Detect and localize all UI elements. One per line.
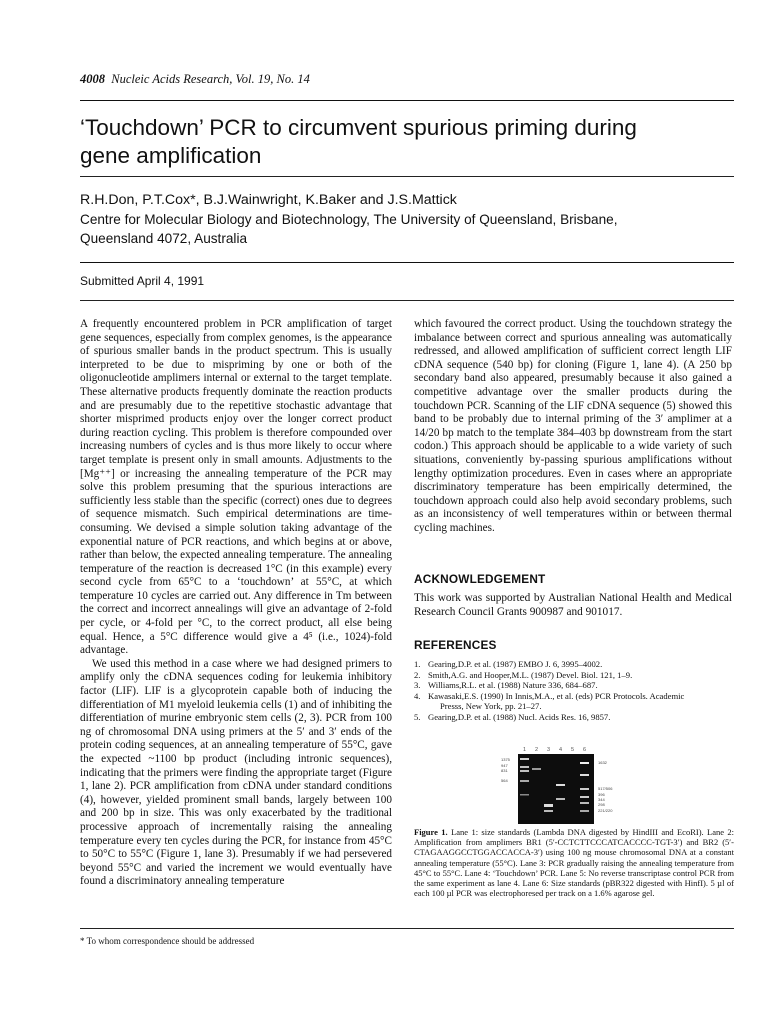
reference-item: 4. Kawasaki,E.S. (1990) In Innis,M.A., et al. (eds) PCR Protocols. Academic Presss, New York, pp. 21–27.: [414, 690, 685, 712]
band: [532, 768, 541, 770]
band: [520, 794, 529, 796]
figure-caption: [414, 827, 734, 898]
article-title: [80, 114, 740, 170]
running-header: [80, 72, 310, 87]
reference-item: 2. Smith,A.G. and Hooper,M.L. (1987) Devel. Biol. 121, 1–9.: [414, 669, 633, 680]
size-marker: 517/506: [598, 786, 613, 791]
reference-item: 5. Gearing,D.P. et al. (1988) Nucl. Acids Res. 16, 9857.: [414, 711, 611, 722]
caption-text: Lane 1: size standards (Lambda DNA digested by HindIII and EcoRI). Lane 2: Amplification from amplimers BR1 (5′-CCTCTTCCCATCACCCC-TGT-3′) and BR2 (5′-CTAGAAGGCCTGGACCACCA-3′) using 100 ng mouse chromosomal DNA at a constant annealing temperature (55°C). Lane 3: PCR gradually raising the annealing temperature from 45°C to 55°C. Lane 4: ‘Touchdown’ PCR. Lane 5: No reverse transcriptase control PCR from the same experiment as lane 4. Lane 6: Size standards (pBR322 digested with HinfI). 5 µl of each 100 µl PCR was electrophoresed per track on a 1.6% agarose gel.: [414, 827, 735, 899]
submitted-rule: [80, 300, 734, 301]
size-marker: 344: [598, 797, 605, 802]
affiliation-line-1: Centre for Molecular Biology and Biotechnology, The University of Queensland, Brisbane,: [80, 212, 618, 227]
band: [556, 798, 565, 800]
gel-figure: [500, 744, 640, 826]
size-marker: 564: [501, 778, 508, 783]
band: [556, 784, 565, 786]
band: [520, 766, 529, 768]
header-rule: [80, 100, 734, 101]
title-line-1: ‘Touchdown’ PCR to circumvent spurious priming during: [80, 115, 637, 140]
size-marker: 1375: [501, 757, 510, 762]
figure-label: Figure 1.: [414, 827, 448, 837]
body-left-column: [80, 318, 392, 889]
lane-number: 6: [583, 747, 587, 753]
band: [580, 796, 589, 798]
footnote-rule: [80, 928, 734, 929]
paragraph-touchdown: which favoured the correct product. Using the touchdown strategy the imbalance between correct and spurious annealing was automatically redressed, and allowed amplification of sufficient correct length LIF cDNA sequence (540 bp) for cloning (Figure 1, lane 4). (A 250 bp secondary band also appeared, presumably because it also gained a competitive advantage over the smaller products during the touchdown PCR. Scanning of the LIF cDNA sequence (5) showed this band to be probably due to internal priming of the 3′ amplimer at a 14/20 bp match to the template 384–403 bp downstream from the start codon.) This approach should be applicable to a wide variety of such situations, conveniently by-passing spurious amplifications without lengthy optimization procedures. Even in cases where an appropriate discriminatory temperature has been empirically determined, the touchdown approach could also help avoid secondary problems, such as an inconsistency of well temperatures within or between thermal cycling machines.: [414, 318, 732, 534]
band: [580, 802, 589, 804]
paragraph-intro: A frequently encountered problem in PCR amplification of target gene sequences, especially from complex genomes, is the appearance of spurious smaller bands in the product spectrum. This is usually interpreted to be due to mispriming by one or both of the oligonucleotide amplimers internal or external to the target template. These alternative products frequently dominate the reaction products and are presumably due to the repetitive stochastic advantage that shorter misprimed products enjoy over the longer correct product during reaction cycling. This problem is therefore compounded over increasing numbers of cycles and is thus more likely to occur where target template is present only in small amounts. Adjustments to the [Mg⁺⁺] or increasing the annealing temperature of the PCR may solve this problem presuming that the spurious interactions are sufficiently less stable than the specific (correct) ones due to degrees of sequence mismatch. Such empirical determinations are time-consuming. We devised a simple solution taking advantage of the exponential nature of PCR reactions, and which begins at or above, rather than below, the expected annealing temperature. The annealing temperature of the reaction is decreased 1°C (in this example) every second cycle from 65°C to a ‘touchdown’ at 55°C, at which temperature 10 cycles are carried out. Any difference in Tm between the correct and incorrect annealings will give an advantage of 2-fold per cycle, or 4-fold per °C, to the correct product, all else being equal. Hence, a 5°C difference would give a 4⁵ (i.e., 1024)-fold advantage.: [80, 318, 392, 657]
size-marker: 221/220: [598, 808, 613, 813]
lane-number: 4: [559, 747, 563, 753]
title-rule: [80, 176, 734, 177]
acknowledgement-text: This work was supported by Australian National Health and Medical Research Council Grants 900987 and 901017.: [414, 592, 732, 618]
affiliation-line-2: Queensland 4072, Australia: [80, 231, 248, 246]
journal-citation: Nucleic Acids Research, Vol. 19, No. 14: [111, 72, 310, 86]
band: [520, 770, 529, 772]
lane-number: 2: [535, 747, 539, 753]
band: [544, 810, 553, 812]
lane-number: 1: [523, 747, 527, 753]
references-heading: REFERENCES: [414, 638, 497, 652]
affiliation-rule: [80, 262, 734, 263]
lane-number: 3: [547, 747, 551, 753]
size-marker: 396: [598, 792, 605, 797]
reference-list: [414, 659, 734, 723]
band: [520, 758, 529, 760]
band: [544, 804, 553, 807]
band: [580, 788, 589, 790]
submission-date: Submitted April 4, 1991: [80, 274, 205, 288]
body-right-column: [414, 318, 732, 536]
band: [520, 780, 529, 782]
size-marker: 298: [598, 802, 605, 807]
reference-item: 3. Williams,R.L. et al. (1988) Nature 336, 684–687.: [414, 680, 598, 691]
author-list: R.H.Don, P.T.Cox*, B.J.Wainwright, K.Baker and J.S.Mattick: [80, 192, 457, 208]
page-number: 4008: [80, 72, 105, 86]
band: [580, 774, 589, 776]
affiliation: [80, 210, 730, 248]
size-marker: 947: [501, 763, 508, 768]
reference-item: 1. Gearing,D.P. et al. (1987) EMBO J. 6, 3995–4002.: [414, 659, 603, 669]
acknowledgement-heading: ACKNOWLEDGEMENT: [414, 572, 546, 586]
band: [580, 762, 589, 764]
size-marker: 831: [501, 768, 508, 773]
paragraph-lif: We used this method in a case where we had designed primers to amplify only the cDNA sequences coding for leukemia inhibitory factor (LIF). LIF is a glycoprotein capable both of inducing the differentiation of M1 myeloid leukemia cells (1) and of inhibiting the differentiation of murine embryonic stem cells (2, 3). PCR from 100 ng of chromosomal DNA using primers at the 5′ and 3′ ends of the protein coding sequences, at an annealing temperature of 55°C, gave the expected ~1100 bp product (including intronic sequences), indicating that the primers were finding the appropriate target (Figure 1, lane 2). PCR amplification from cDNA under standard conditions (4), however, yielded prominent small bands, largely between 100 and 200 bp in size. This was only exacerbated by the traditional processive approach of incrementally raising the annealing temperature every ten cycles during the PCR, for instance from 45°C to 50°C to 55°C (Figure 1, lane 3). Presumably if we had persevered beyond 55°C and varied the increment we would eventually have found a discriminatory annealing temperature: [80, 657, 392, 888]
correspondence-footnote: * To whom correspondence should be addressed: [80, 936, 255, 946]
title-line-2: gene amplification: [80, 143, 262, 168]
gel-image: [500, 744, 640, 826]
size-marker: 1632: [598, 760, 607, 765]
lane-number: 5: [571, 747, 575, 753]
band: [580, 810, 589, 812]
